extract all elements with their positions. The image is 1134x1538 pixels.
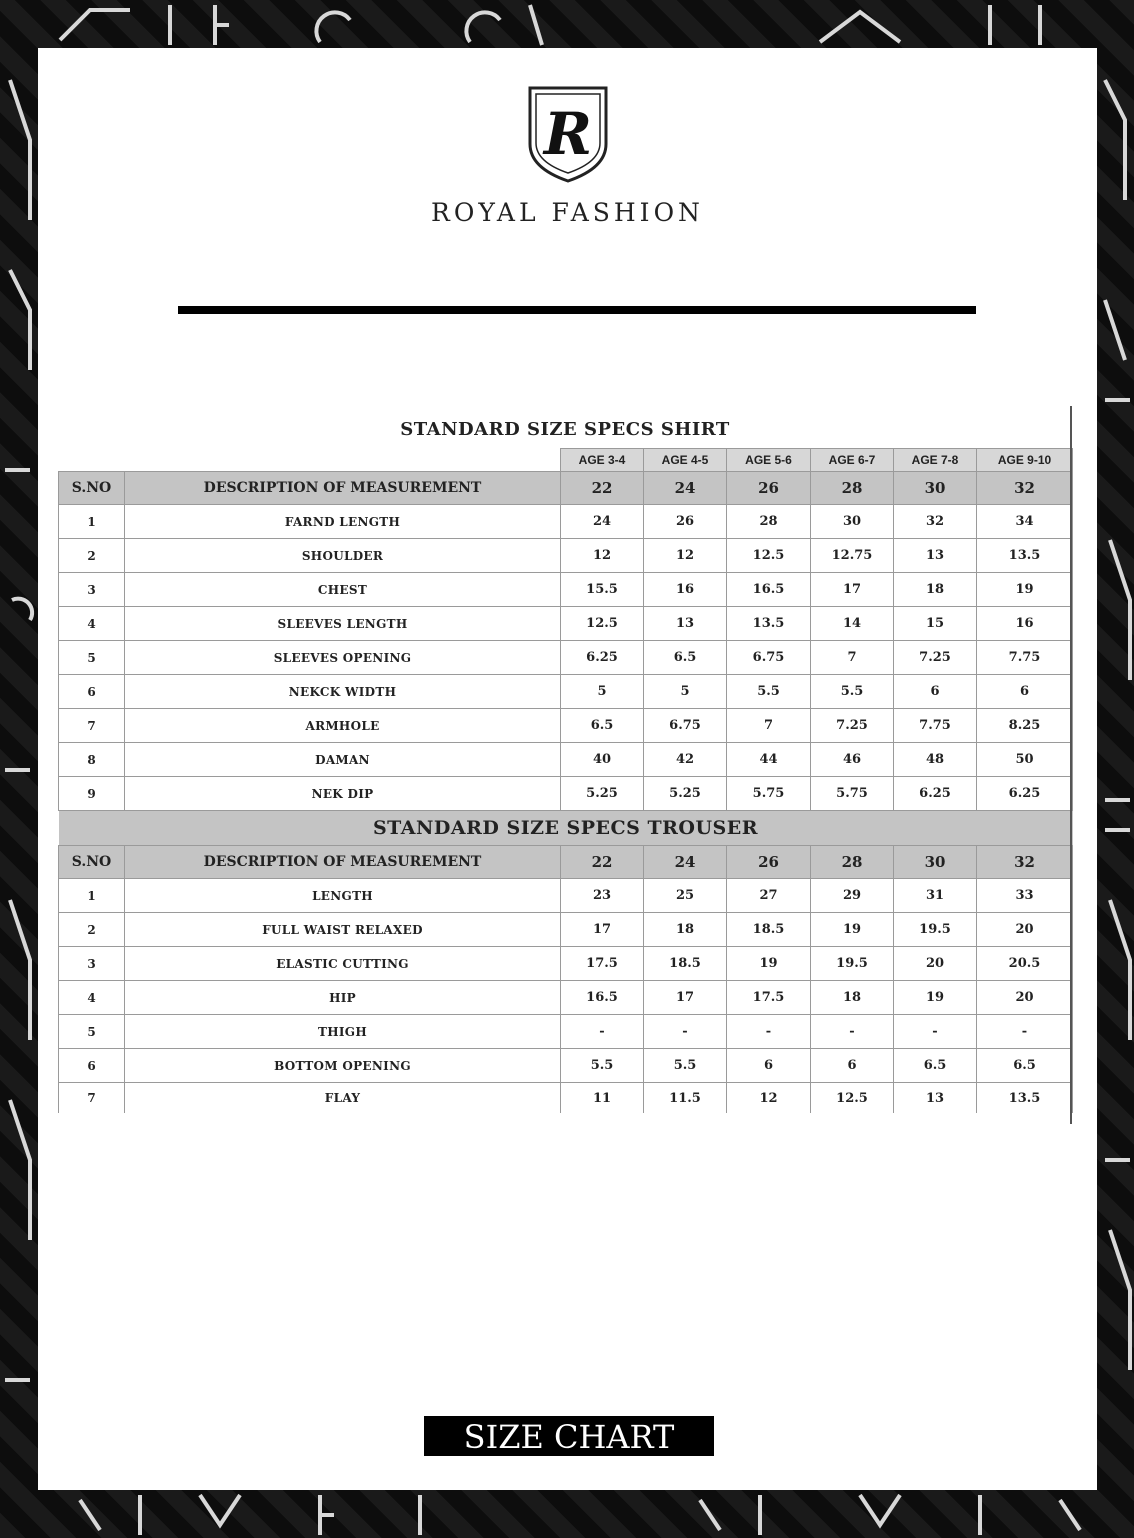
measurement-value: -	[977, 1015, 1073, 1049]
description-header: DESCRIPTION OF MEASUREMENT	[125, 472, 561, 505]
measurement-value: 32	[894, 505, 977, 539]
measurement-value: 14	[811, 607, 894, 641]
measurement-value: 7.75	[894, 709, 977, 743]
measurement-value: 31	[894, 879, 977, 913]
measurement-name: BOTTOM OPENING	[125, 1049, 561, 1083]
age-label: AGE 4-5	[644, 449, 727, 472]
row-number: 3	[59, 573, 125, 607]
measurement-value: 20.5	[977, 947, 1073, 981]
measurement-value: 6.25	[894, 777, 977, 811]
row-number: 5	[59, 1015, 125, 1049]
size-header: 26	[727, 472, 811, 505]
measurement-value: 5.25	[644, 777, 727, 811]
measurement-name: DAMAN	[125, 743, 561, 777]
measurement-value: 30	[811, 505, 894, 539]
shirt-table-row	[59, 641, 1073, 675]
row-number: 4	[59, 607, 125, 641]
size-header: 32	[977, 846, 1073, 879]
measurement-value: 6	[811, 1049, 894, 1083]
measurement-value: 8.25	[977, 709, 1073, 743]
sno-header: S.NO	[59, 846, 125, 879]
size-header: 24	[644, 472, 727, 505]
shirt-table-row	[59, 607, 1073, 641]
measurement-value: 6.5	[644, 641, 727, 675]
measurement-value: 19.5	[894, 913, 977, 947]
measurement-value: 13	[894, 539, 977, 573]
shirt-table-row	[59, 505, 1073, 539]
measurement-value: 29	[811, 879, 894, 913]
shirt-table-row	[59, 777, 1073, 811]
trouser-column-header-row	[59, 846, 1073, 879]
trouser-table-row	[59, 1083, 1073, 1114]
measurement-value: 6	[977, 675, 1073, 709]
measurement-value: 5.25	[561, 777, 644, 811]
measurement-value: 17	[811, 573, 894, 607]
measurement-value: 19.5	[811, 947, 894, 981]
shirt-table-row	[59, 675, 1073, 709]
measurement-value: 48	[894, 743, 977, 777]
age-label: AGE 3-4	[561, 449, 644, 472]
measurement-name: NEK DIP	[125, 777, 561, 811]
measurement-value: 28	[727, 505, 811, 539]
measurement-value: 7.25	[894, 641, 977, 675]
measurement-value: 34	[977, 505, 1073, 539]
measurement-value: 20	[977, 981, 1073, 1015]
measurement-name: LENGTH	[125, 879, 561, 913]
age-label: AGE 7-8	[894, 449, 977, 472]
measurement-value: 18	[894, 573, 977, 607]
size-header: 26	[727, 846, 811, 879]
measurement-value: 5.5	[561, 1049, 644, 1083]
age-label: AGE 9-10	[977, 449, 1073, 472]
measurement-value: 42	[644, 743, 727, 777]
measurement-value: 27	[727, 879, 811, 913]
measurement-value: 6.75	[644, 709, 727, 743]
shirt-table-row	[59, 709, 1073, 743]
trouser-section-row	[59, 811, 1073, 846]
row-number: 6	[59, 675, 125, 709]
measurement-value: 5.5	[644, 1049, 727, 1083]
size-spec-sheet	[58, 406, 1072, 1113]
size-header: 32	[977, 472, 1073, 505]
row-number: 1	[59, 505, 125, 539]
row-number: 7	[59, 1083, 125, 1114]
measurement-value: 13.5	[977, 539, 1073, 573]
row-number: 9	[59, 777, 125, 811]
age-label: AGE 5-6	[727, 449, 811, 472]
measurement-value: 5.5	[727, 675, 811, 709]
measurement-value: 50	[977, 743, 1073, 777]
measurement-value: 6.5	[894, 1049, 977, 1083]
measurement-name: FULL WAIST RELAXED	[125, 913, 561, 947]
measurement-value: 5.5	[811, 675, 894, 709]
measurement-value: 13	[894, 1083, 977, 1114]
row-number: 1	[59, 879, 125, 913]
measurement-value: -	[894, 1015, 977, 1049]
measurement-value: 16	[644, 573, 727, 607]
measurement-value: 6.75	[727, 641, 811, 675]
measurement-value: 18.5	[644, 947, 727, 981]
measurement-value: 18	[644, 913, 727, 947]
measurement-name: SHOULDER	[125, 539, 561, 573]
measurement-value: 40	[561, 743, 644, 777]
trouser-table-row	[59, 913, 1073, 947]
size-header: 24	[644, 846, 727, 879]
measurement-value: 6.25	[561, 641, 644, 675]
measurement-value: 12	[561, 539, 644, 573]
measurement-value: 12.75	[811, 539, 894, 573]
measurement-value: 18.5	[727, 913, 811, 947]
measurement-value: 11	[561, 1083, 644, 1114]
measurement-name: SLEEVES OPENING	[125, 641, 561, 675]
measurement-value: 23	[561, 879, 644, 913]
measurement-value: 5.75	[727, 777, 811, 811]
measurement-value: 15.5	[561, 573, 644, 607]
row-number: 3	[59, 947, 125, 981]
age-label: AGE 6-7	[811, 449, 894, 472]
size-specs-table	[58, 448, 1073, 1113]
size-header: 30	[894, 846, 977, 879]
sno-header: S.NO	[59, 472, 125, 505]
measurement-name: ARMHOLE	[125, 709, 561, 743]
measurement-value: -	[561, 1015, 644, 1049]
crest-letter: R	[543, 100, 592, 168]
measurement-value: -	[727, 1015, 811, 1049]
shirt-table-row	[59, 573, 1073, 607]
age-row-spacer	[59, 449, 561, 472]
size-header: 22	[561, 472, 644, 505]
measurement-value: 17	[561, 913, 644, 947]
shirt-table-row	[59, 743, 1073, 777]
measurement-value: 5	[561, 675, 644, 709]
measurement-value: 46	[811, 743, 894, 777]
size-header: 30	[894, 472, 977, 505]
measurement-name: ELASTIC CUTTING	[125, 947, 561, 981]
measurement-value: 20	[894, 947, 977, 981]
measurement-value: 17.5	[561, 947, 644, 981]
measurement-value: 6.5	[977, 1049, 1073, 1083]
measurement-value: 16	[977, 607, 1073, 641]
trouser-table-row	[59, 1015, 1073, 1049]
measurement-value: 5.75	[811, 777, 894, 811]
measurement-name: FARND LENGTH	[125, 505, 561, 539]
measurement-value: 12	[644, 539, 727, 573]
row-number: 8	[59, 743, 125, 777]
measurement-name: NEKCK WIDTH	[125, 675, 561, 709]
measurement-value: 25	[644, 879, 727, 913]
measurement-value: -	[811, 1015, 894, 1049]
measurement-value: 24	[561, 505, 644, 539]
measurement-value: 13	[644, 607, 727, 641]
trouser-table-row	[59, 981, 1073, 1015]
trouser-table-row	[59, 947, 1073, 981]
measurement-value: 12.5	[561, 607, 644, 641]
brand-name: ROYAL FASHION	[431, 198, 704, 227]
measurement-value: 12.5	[811, 1083, 894, 1114]
age-header-row	[59, 449, 1073, 472]
measurement-value: 13.5	[977, 1083, 1073, 1114]
measurement-name: THIGH	[125, 1015, 561, 1049]
measurement-name: HIP	[125, 981, 561, 1015]
measurement-value: 15	[894, 607, 977, 641]
size-chart-panel	[38, 48, 1097, 1490]
measurement-value: 17	[644, 981, 727, 1015]
size-chart-label: SIZE CHART	[424, 1416, 714, 1456]
shirt-column-header-row	[59, 472, 1073, 505]
measurement-value: 11.5	[644, 1083, 727, 1114]
size-header: 22	[561, 846, 644, 879]
row-number: 2	[59, 539, 125, 573]
brand-header	[38, 84, 1097, 227]
shirt-table-title: STANDARD SIZE SPECS SHIRT	[400, 419, 730, 440]
measurement-value: 7.75	[977, 641, 1073, 675]
size-header: 28	[811, 472, 894, 505]
row-number: 4	[59, 981, 125, 1015]
measurement-value: 6	[894, 675, 977, 709]
measurement-value: 33	[977, 879, 1073, 913]
measurement-value: 44	[727, 743, 811, 777]
trouser-table-title: STANDARD SIZE SPECS TROUSER	[59, 811, 1073, 846]
measurement-value: 12.5	[727, 539, 811, 573]
measurement-value: 19	[727, 947, 811, 981]
trouser-table-row	[59, 879, 1073, 913]
measurement-value: 7	[811, 641, 894, 675]
measurement-value: 13.5	[727, 607, 811, 641]
measurement-name: SLEEVES LENGTH	[125, 607, 561, 641]
measurement-value: 17.5	[727, 981, 811, 1015]
shirt-table-row	[59, 539, 1073, 573]
row-number: 2	[59, 913, 125, 947]
measurement-value: 19	[977, 573, 1073, 607]
size-header: 28	[811, 846, 894, 879]
measurement-value: 19	[811, 913, 894, 947]
measurement-value: 16.5	[561, 981, 644, 1015]
royal-fashion-crest-logo	[526, 84, 610, 184]
measurement-value: 6.25	[977, 777, 1073, 811]
sheet-edge-line	[1070, 406, 1072, 1124]
description-header: DESCRIPTION OF MEASUREMENT	[125, 846, 561, 879]
row-number: 6	[59, 1049, 125, 1083]
measurement-value: 5	[644, 675, 727, 709]
measurement-name: FLAY	[125, 1083, 561, 1114]
measurement-value: 6	[727, 1049, 811, 1083]
measurement-value: 12	[727, 1083, 811, 1114]
measurement-value: 7.25	[811, 709, 894, 743]
row-number: 7	[59, 709, 125, 743]
measurement-value: 18	[811, 981, 894, 1015]
measurement-value: 19	[894, 981, 977, 1015]
trouser-table-row	[59, 1049, 1073, 1083]
measurement-value: 20	[977, 913, 1073, 947]
row-number: 5	[59, 641, 125, 675]
measurement-name: CHEST	[125, 573, 561, 607]
divider-rule	[178, 306, 976, 314]
measurement-value: 6.5	[561, 709, 644, 743]
measurement-value: 16.5	[727, 573, 811, 607]
measurement-value: 7	[727, 709, 811, 743]
measurement-value: 26	[644, 505, 727, 539]
measurement-value: -	[644, 1015, 727, 1049]
